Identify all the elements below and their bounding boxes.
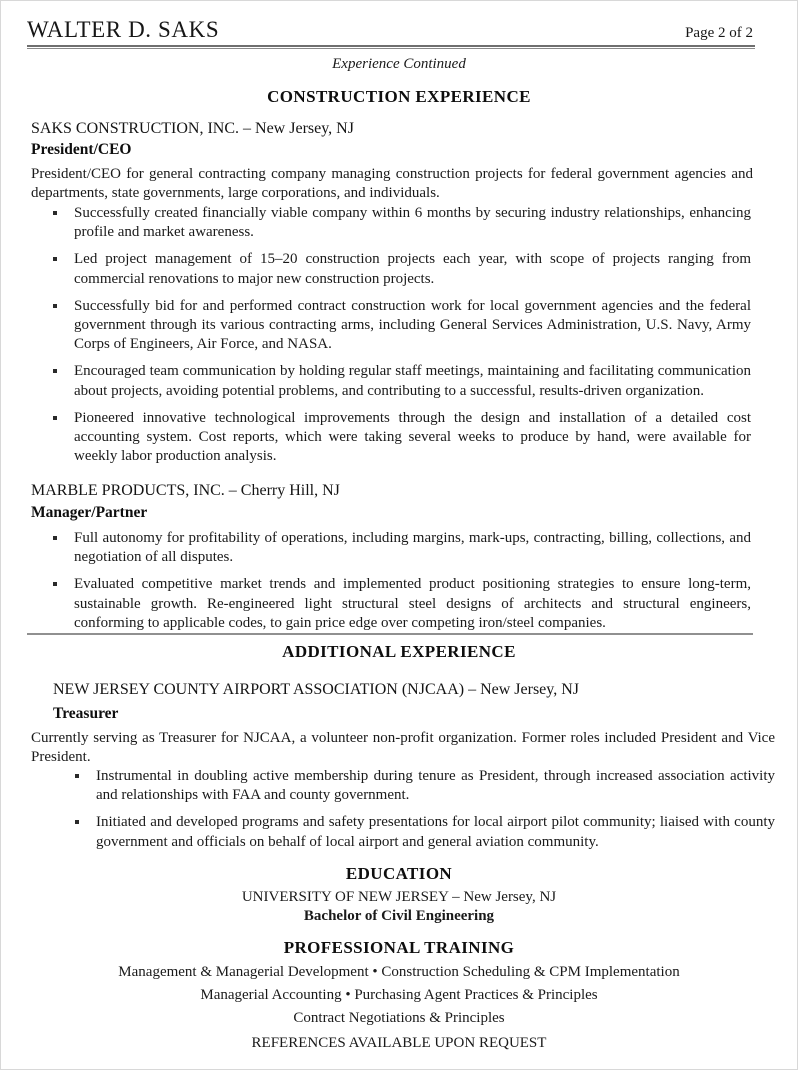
- list-item: [51, 204, 751, 242]
- references-statement: REFERENCES AVAILABLE UPON REQUEST: [251, 1035, 547, 1051]
- job-title-saks: President/CEO: [31, 141, 132, 158]
- experience-continued-subtitle: Experience Continued: [332, 56, 466, 72]
- company-name-saks: SAKS CONSTRUCTION, INC. – New Jersey, NJ: [31, 120, 354, 137]
- job-summary-njcaa: Currently serving as Treasurer for NJCAA, a volunteer non-profit organization. Former roles included President and Vice President.: [31, 730, 775, 765]
- section-divider-rule: [27, 633, 753, 635]
- list-item: [51, 362, 751, 400]
- bullet-list-njcaa: [73, 767, 775, 852]
- square-bullet-icon: [53, 257, 57, 261]
- page-header: [27, 17, 753, 43]
- bullet-text: Instrumental in doubling active membership during tenure as President, through increased association activity and relationships with FAA and county government.: [96, 768, 775, 804]
- company-name-marble: MARBLE PRODUCTS, INC. – Cherry Hill, NJ: [31, 482, 340, 499]
- training-list: [1, 961, 797, 1030]
- list-item: [73, 813, 775, 851]
- bullet-text: Successfully bid for and performed contract construction work for local government agencies and the federal government through its various contracting arms, including General Services Administration, U.S. Navy, Army Corps of Engineers, Air Force, and NASA.: [74, 297, 751, 353]
- header-divider-rule: [27, 45, 755, 49]
- job-summary-saks: President/CEO for general contracting company managing construction projects for federal government agencies and departments, state governments, large corporations, and individuals.: [31, 166, 753, 201]
- square-bullet-icon: [75, 820, 79, 824]
- list-item: [51, 250, 751, 288]
- bullet-list-saks: [51, 204, 751, 466]
- square-bullet-icon: [53, 582, 57, 586]
- bullet-text: Successfully created financially viable company within 6 months by securing industry relationships, enhancing profile and market awareness.: [74, 205, 751, 241]
- square-bullet-icon: [53, 369, 57, 373]
- bullet-text: Evaluated competitive market trends and implemented product positioning strategies to ensure long-term, sustainable growth. Re-engineered light structural steel designs of architects and structural engineers, conforming to applicable codes, to gain price edge over competing iron/steel companies.: [74, 576, 751, 631]
- training-line: Management & Managerial Development • Construction Scheduling & CPM Implementation: [118, 964, 680, 980]
- education-degree: Bachelor of Civil Engineering: [303, 908, 495, 924]
- list-item: [51, 575, 751, 633]
- section-heading-training: PROFESSIONAL TRAINING: [283, 938, 515, 957]
- bullet-list-marble: [51, 529, 751, 633]
- job-title-marble: Manager/Partner: [31, 504, 148, 521]
- list-item: [51, 297, 751, 355]
- section-heading-additional: ADDITIONAL EXPERIENCE: [282, 642, 516, 661]
- training-line: Contract Negotiations & Principles: [293, 1010, 505, 1026]
- list-item: [73, 767, 775, 805]
- bullet-text: Led project management of 15–20 construction projects each year, with scope of projects ranging from commercial renovations to major new construction projects.: [74, 251, 751, 287]
- company-name-njcaa: NEW JERSEY COUNTY AIRPORT ASSOCIATION (NJCAA) – New Jersey, NJ: [53, 681, 580, 698]
- candidate-name: WALTER D. SAKS: [27, 17, 220, 42]
- page-number-label: Page 2 of 2: [685, 25, 753, 41]
- square-bullet-icon: [75, 774, 79, 778]
- list-item: [51, 529, 751, 567]
- square-bullet-icon: [53, 304, 57, 308]
- bullet-text: Initiated and developed programs and safety presentations for local airport pilot community; liaised with county government and officials on behalf of local airport and general aviation community.: [96, 814, 775, 850]
- list-item: [51, 409, 751, 467]
- square-bullet-icon: [53, 211, 57, 215]
- bullet-text: Pioneered innovative technological improvements through the design and installation of a detailed cost accounting system. Cost reports, which were taking several weeks to produce by hand, were available for weekly labor production analysis.: [74, 409, 751, 465]
- square-bullet-icon: [53, 536, 57, 540]
- bullet-text: Full autonomy for profitability of operations, including margins, mark-ups, contracting, billing, collections, and negotiation of all disputes.: [74, 530, 751, 566]
- education-school: UNIVERSITY OF NEW JERSEY – New Jersey, NJ: [241, 889, 557, 905]
- square-bullet-icon: [53, 416, 57, 420]
- section-heading-education: EDUCATION: [345, 864, 453, 883]
- section-heading-construction: CONSTRUCTION EXPERIENCE: [267, 87, 531, 106]
- training-line: Managerial Accounting • Purchasing Agent Practices & Principles: [200, 987, 598, 1003]
- bullet-text: Encouraged team communication by holding regular staff meetings, maintaining and facilitating communication about projects, avoiding potential problems, and contributing to a successful, results-driven organization.: [74, 363, 751, 399]
- job-title-njcaa: Treasurer: [53, 705, 119, 722]
